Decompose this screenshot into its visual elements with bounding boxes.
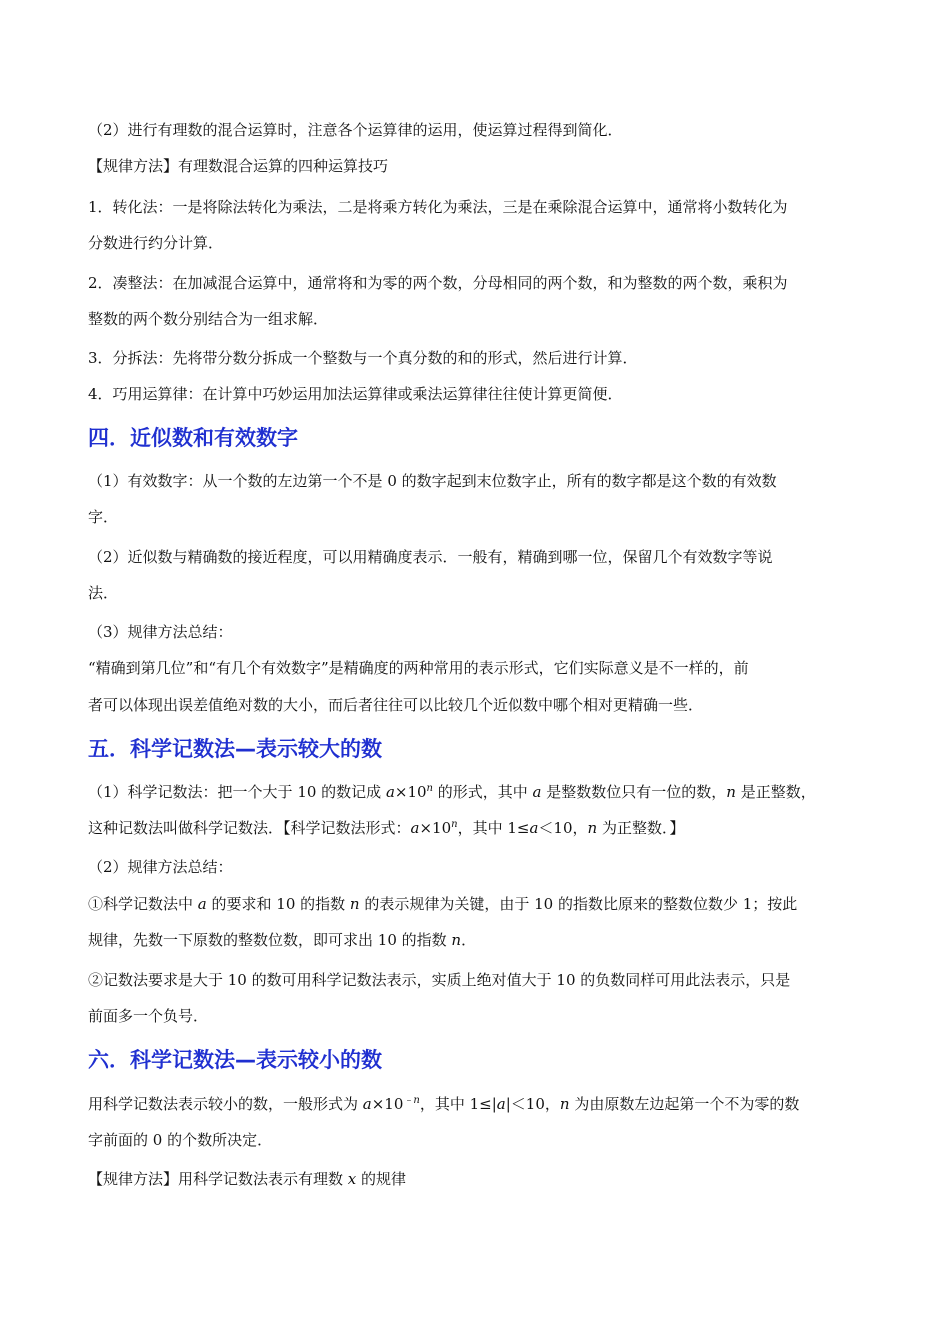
text-run: ． (461, 931, 477, 949)
paragraph-rule-method-x (88, 1161, 864, 1197)
text-run: 【规律方法】用科学记数法表示有理数 (88, 1170, 348, 1188)
paragraph-mixed-ops: （2）进行有理数的混合运算时，注意各个运算律的运用，使运算过程得到简化． (88, 121, 623, 139)
paragraph-small-numbers-1 (88, 1086, 864, 1122)
paragraph-precision-2: 者可以体现出误差值绝对数的大小，而后者往往可以比较几个近似数中哪个相对更精确一些． (88, 696, 704, 714)
paragraph-laws: 4．巧用运算律：在计算中巧妙运用加法运算律或乘法运算律往往使计算更简便． (88, 385, 623, 403)
paragraph-summary-label: （3）规律方法总结： (88, 623, 233, 641)
text-run: 这种记数法叫做科学记数法．【科学记数法形式： (88, 819, 411, 837)
var-n: n (559, 1095, 570, 1113)
var-n: n (426, 783, 433, 794)
var-n: n (726, 783, 736, 801)
paragraph-sci-notation-2 (88, 810, 864, 846)
paragraph-splitting: 3．分拆法：先将带分数分拆成一个整数与一个真分数的和的形式，然后进行计算． (88, 349, 638, 367)
section-heading-6: 六．科学记数法—表示较小的数 (88, 1048, 382, 1072)
paragraph-rule-2a: ②记数法要求是大于 10 的数可用科学记数法表示，实质上绝对值大于 10 的负数同样可用此法表示，只是 (88, 971, 791, 989)
paragraph-grouping-1: 2．凑整法：在加减混合运算中，通常将和为零的两个数，分母相同的两个数，和为整数的两个数，乘积为 (88, 274, 788, 292)
var-x: x (347, 1170, 357, 1188)
paragraph-conversion-1: 1．转化法：一是将除法转化为乘法，二是将乘方转化为乘法，三是在乘除混合运算中，通常将小数转化为 (88, 198, 788, 216)
text-run: 的规律 (356, 1170, 407, 1188)
var-neg-n: ﹣n (403, 1095, 420, 1106)
var-n: n (451, 931, 462, 949)
paragraph-sci-notation-1 (88, 774, 864, 810)
text-run: 是整数数位只有一位的数， (541, 783, 727, 801)
var-n: n (451, 819, 458, 830)
paragraph-sigfig-2: 字． (88, 508, 119, 526)
text-run: ×10 (419, 819, 452, 837)
paragraph-rule-1a (88, 886, 864, 922)
text-run: 的形式，其中 (433, 783, 533, 801)
text-run: ，其中 1≤ (457, 819, 530, 837)
paragraph-small-numbers-2: 字前面的 0 的个数所决定． (88, 1131, 273, 1149)
var-a: a (529, 819, 539, 837)
var-a: a (496, 1095, 506, 1113)
paragraph-grouping-2: 整数的两个数分别结合为一组求解． (88, 310, 329, 328)
text-run: 规律，先数一下原数的整数位数，即可求出 10 的指数 (88, 931, 452, 949)
paragraph-summary-label-2: （2）规律方法总结： (88, 858, 233, 876)
text-run: （1）科学记数法：把一个大于 10 的数记成 (88, 783, 386, 801)
section-heading-4: 四．近似数和有效数字 (88, 426, 298, 450)
text-run: 的表示规律为关键，由于 10 的指数比原来的整数位数少 1；按此 (359, 895, 798, 913)
text-run: 为由原数左边起第一个不为零的数 (569, 1095, 800, 1113)
paragraph-approx-1: （2）近似数与精确数的接近程度，可以用精确度表示．一般有，精确到哪一位，保留几个有效数字等说 (88, 548, 773, 566)
paragraph-rule-method: 【规律方法】有理数混合运算的四种运算技巧 (88, 157, 389, 175)
var-a: a (362, 1095, 372, 1113)
var-a: a (197, 895, 207, 913)
text-run: ×10 (371, 1095, 404, 1113)
text-run: 的要求和 10 的指数 (206, 895, 350, 913)
text-run: 是正整数， (735, 783, 816, 801)
var-a: a (410, 819, 420, 837)
text-run: ＜10， (538, 819, 588, 837)
text-run: |＜10， (505, 1095, 560, 1113)
text-run: ①科学记数法中 (88, 895, 198, 913)
paragraph-approx-2: 法． (88, 584, 119, 602)
paragraph-precision-1: “精确到第几位”和“有几个有效数字”是精确度的两种常用的表示形式，它们实际意义是不一样的，前 (88, 659, 749, 677)
text-run: ×10 (394, 783, 427, 801)
paragraph-conversion-2: 分数进行约分计算． (88, 234, 224, 252)
paragraph-rule-2b: 前面多一个负号． (88, 1007, 209, 1025)
section-heading-5: 五．科学记数法—表示较大的数 (88, 737, 382, 761)
var-n: n (349, 895, 360, 913)
paragraph-sigfig-1: （1）有效数字：从一个数的左边第一个不是 0 的数字起到末位数字止，所有的数字都是这个数的有效数 (88, 472, 777, 490)
paragraph-rule-1b (88, 922, 864, 958)
text-run: 用科学记数法表示较小的数，一般形式为 (88, 1095, 363, 1113)
var-a: a (385, 783, 395, 801)
text-run: ，其中 1≤| (419, 1095, 497, 1113)
var-n: n (587, 819, 598, 837)
text-run: 为正整数．】 (597, 819, 685, 837)
var-a: a (532, 783, 542, 801)
